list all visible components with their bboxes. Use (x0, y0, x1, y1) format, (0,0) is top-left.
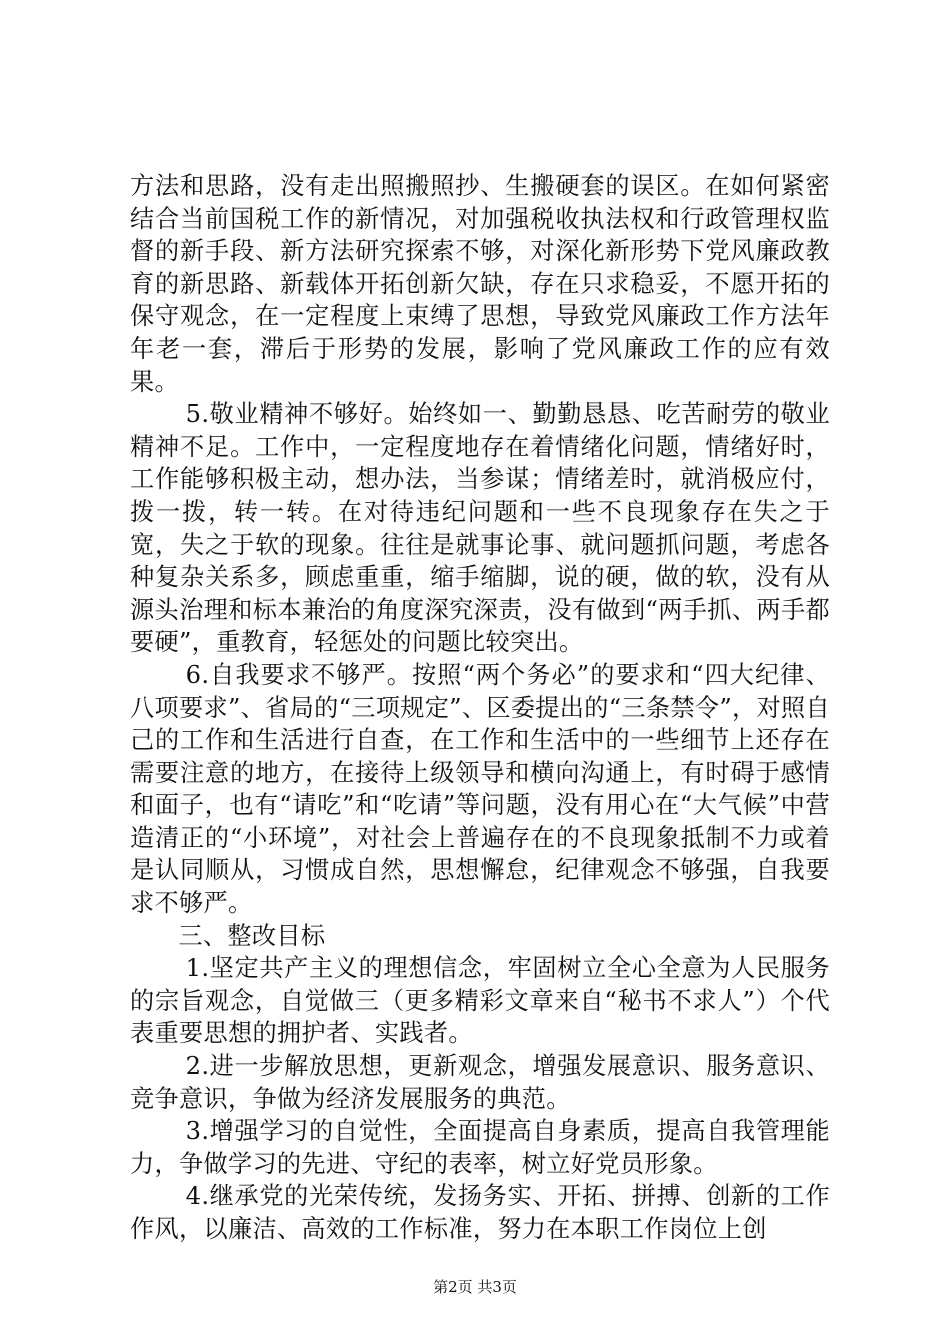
paragraph-item-6: 6.自我要求不够严。按照“两个务必”的要求和“四大纪律、八项要求”、省局的“三项规定”、区委提出的“三条禁令”，对照自己的工作和生活进行自查，在工作和生活中的一些细节上还存在需要注意的地方，在接待上级领导和横向沟通上，有时碍于感情和面子，也有“请吃”和“吃请”等问题，没有用心在“大气候”中营造清正的“小环境”，对社会上普遍存在的不良现象抵制不力或着是认同顺从，习惯成自然，思想懈怠，纪律观念不够强，自我要求不够严。 (130, 660, 831, 918)
document-body (130, 170, 830, 1246)
paragraph-continuation: 方法和思路，没有走出照搬照抄、生搬硬套的误区。在如何紧密结合当前国税工作的新情况，对加强税收执法权和行政管理权监督的新手段、新方法研究探索不够，对深化新形势下党风廉政教育的新思路、新载体开拓创新欠缺，存在只求稳妥，不愿开拓的保守观念，在一定程度上束缚了思想，导致党风廉政工作方法年年老一套，滞后于形势的发展，影响了党风廉政工作的应有效果。 (130, 172, 830, 396)
paragraph-goal-2: 2.进一步解放思想，更新观念，增强发展意识、服务意识、竞争意识，争做为经济发展服务的典范。 (130, 1052, 830, 1113)
section-heading-3: 三、整改目标 (178, 921, 326, 950)
page-footer (0, 1277, 950, 1297)
paragraph-goal-4: 4.继承党的光荣传统，发扬务实、开拓、拼搏、创新的工作作风，以廉洁、高效的工作标准，努力在本职工作岗位上创 (130, 1182, 830, 1243)
page-number-label: 第2页 共3页 (433, 1278, 517, 1296)
paragraph-goal-3: 3.增强学习的自觉性，全面提高自身素质，提高自我管理能力，争做学习的先进、守纪的表率，树立好党员形象。 (130, 1117, 830, 1178)
paragraph-goal-1: 1.坚定共产主义的理想信念，牢固树立全心全意为人民服务的宗旨观念，自觉做三（更多精彩文章来自“秘书不求人”）个代表重要思想的拥护者、实践者。 (130, 954, 830, 1048)
paragraph-item-5: 5.敬业精神不够好。始终如一、勤勤恳恳、吃苦耐劳的敬业精神不足。工作中，一定程度地存在着情绪化问题，情绪好时，工作能够积极主动，想办法，当参谋；情绪差时，就消极应付，拨一拨，转一转。在对待违纪问题和一些不良现象存在失之于宽，失之于软的现象。往往是就事论事、就问题抓问题，考虑各种复杂关系多，顾虑重重，缩手缩脚，说的硬，做的软，没有从源头治理和标本兼治的角度深究深责，没有做到“两手抓、两手都要硬”，重教育，轻惩处的问题比较突出。 (130, 400, 830, 657)
